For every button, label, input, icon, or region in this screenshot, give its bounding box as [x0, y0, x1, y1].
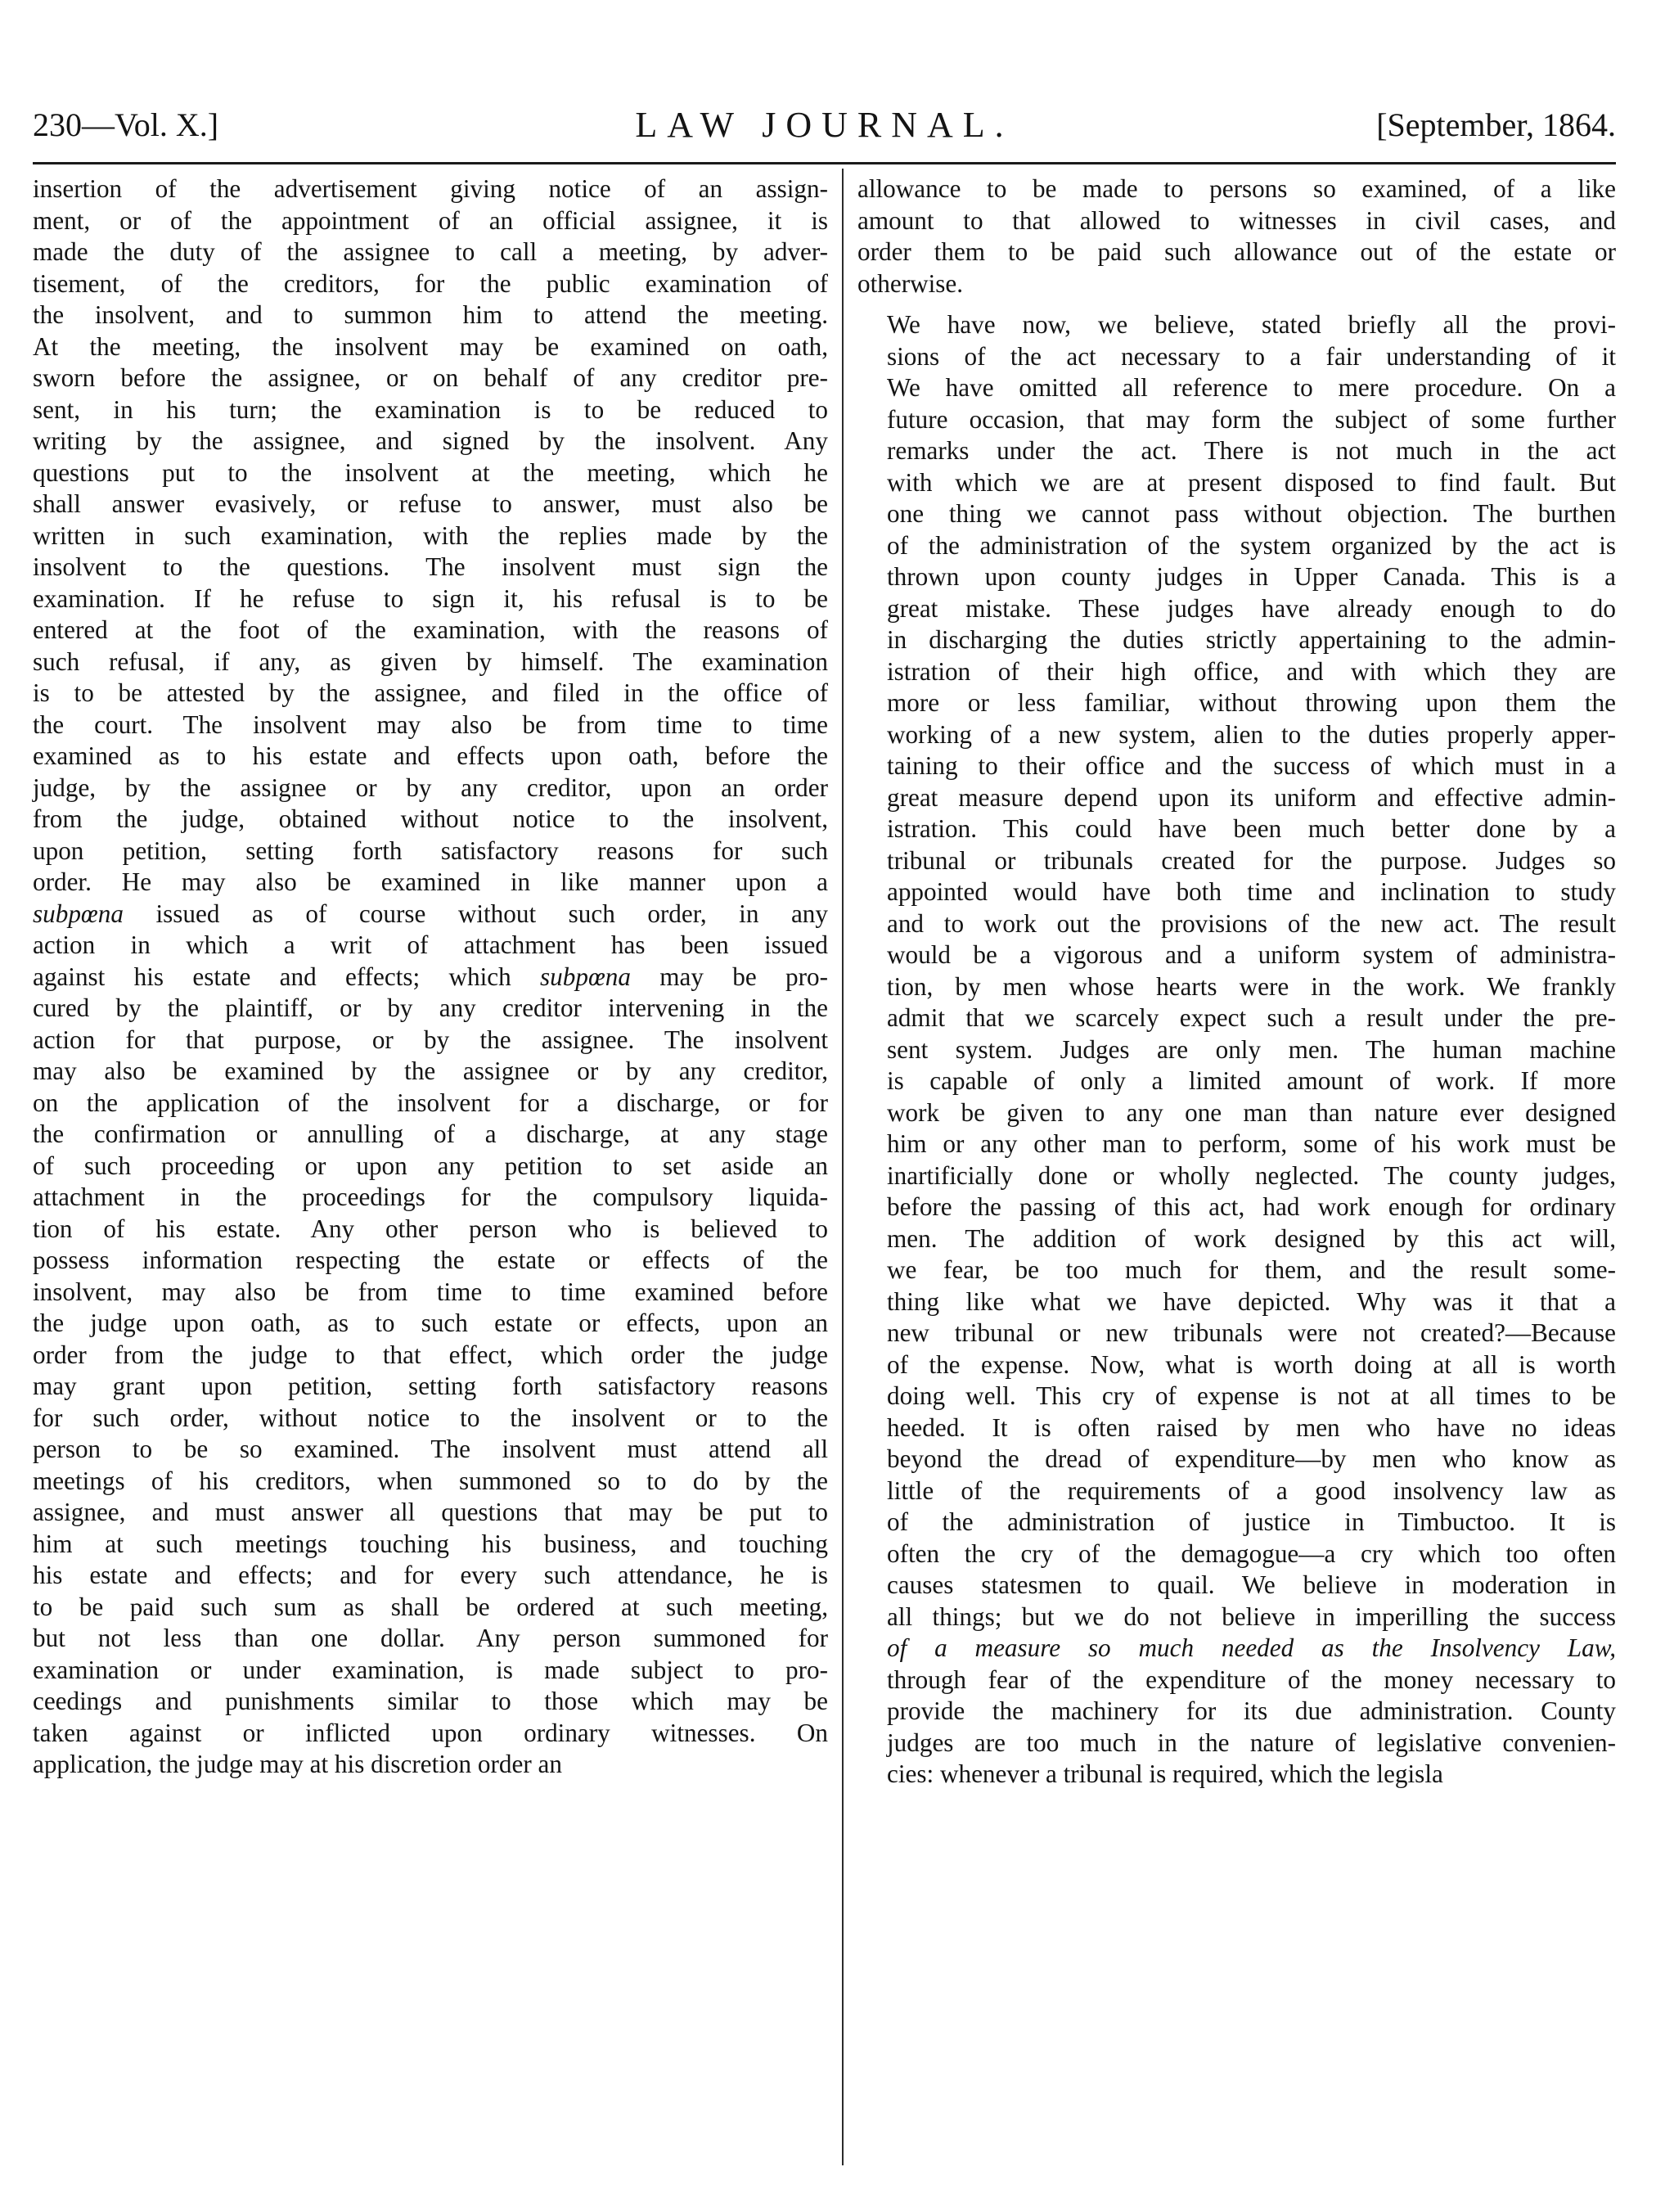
- text-line: taken against or inflicted upon ordinary witnesses. On: [33, 1718, 828, 1747]
- text-line: would be a vigorous and a uniform system of administra-: [887, 940, 1616, 969]
- text-line: examination or under examination, is made subject to pro-: [33, 1655, 828, 1684]
- text-line: order. He may also be examined in like manner upon a: [33, 867, 828, 896]
- text-line: against his estate and effects; which subpœna may be pro-: [33, 962, 828, 991]
- text-line: meetings of his creditors, when summoned so to do by the: [33, 1466, 828, 1495]
- text-line: allowance to be made to persons so examined, of a like: [857, 174, 1616, 203]
- text-line: upon petition, setting forth satisfactory reasons for such: [33, 836, 828, 865]
- text-line: thing like what we have depicted. Why was it that a: [887, 1286, 1616, 1316]
- text-line: doing well. This cry of expense is not at all times to be: [887, 1381, 1616, 1410]
- text-line: sent system. Judges are only men. The human machine: [887, 1034, 1616, 1064]
- text-line: order from the judge to that effect, which order the judge: [33, 1340, 828, 1369]
- left-column-paragraph: [33, 173, 828, 1781]
- text-line: We have now, we believe, stated briefly all the provi-: [887, 310, 1616, 339]
- text-line: the confirmation or annulling of a discharge, at any stage: [33, 1120, 828, 1148]
- text-line: attachment in the proceedings for the compulsory liquida-: [33, 1183, 828, 1211]
- text-line: sions of the act necessary to a fair understanding of it: [887, 341, 1616, 371]
- text-line: the judge upon oath, as to such estate or effects, upon an: [33, 1309, 828, 1337]
- text-line: remarks under the act. There is not much in the act: [887, 436, 1616, 465]
- text-line: provide the machinery for its due administration. County: [887, 1696, 1616, 1725]
- text-line: is capable of only a limited amount of work. If more: [887, 1066, 1616, 1095]
- text-line: to be paid such sum as shall be ordered at such meeting,: [33, 1592, 828, 1621]
- text-line: assignee, and must answer all questions that may be put to: [33, 1498, 828, 1526]
- text-line: in discharging the duties strictly appertaining to the admin-: [887, 625, 1616, 654]
- text-line: working of a new system, alien to the duties properly apper-: [887, 719, 1616, 749]
- text-line: judge, by the assignee or by any creditor, upon an order: [33, 773, 828, 802]
- text-line: written in such examination, with the replies made by the: [33, 520, 828, 550]
- page-header: [33, 105, 1616, 146]
- text-line: writing by the assignee, and signed by the insolvent. Any: [33, 426, 828, 455]
- text-line: istration of their high office, and with which they are: [887, 656, 1616, 686]
- text-line: more or less familiar, without throwing upon them the: [887, 688, 1616, 717]
- text-line: and to work out the provisions of the new act. The result: [887, 908, 1616, 938]
- text-line: is to be attested by the assignee, and filed in the office of: [33, 678, 828, 707]
- text-line: tisement, of the creditors, for the public examination of: [33, 268, 828, 298]
- issue-date: [September, 1864.: [1376, 106, 1616, 143]
- text-line: subpœna issued as of course without such order, in any: [33, 899, 828, 928]
- text-line: the insolvent, and to summon him to attend the meeting.: [33, 300, 828, 329]
- right-column: [857, 173, 1616, 1791]
- text-line: of the expense. Now, what is worth doing at all is worth: [887, 1349, 1616, 1379]
- text-line: ceedings and punishments similar to those which may be: [33, 1687, 828, 1715]
- header-rule: [33, 162, 1616, 164]
- text-line: amount to that allowed to witnesses in civil cases, and: [857, 205, 1616, 235]
- text-line: before the passing of this act, had work enough for ordinary: [887, 1192, 1616, 1221]
- text-line: we fear, be too much for them, and the result some-: [887, 1255, 1616, 1284]
- text-line: often the cry of the demagogue—a cry which too often: [887, 1538, 1616, 1568]
- text-line: of a measure so much needed as the Insolvency Law,: [887, 1633, 1616, 1662]
- text-line: him or any other man to perform, some of his work must be: [887, 1129, 1616, 1158]
- text-line: little of the requirements of a good insolvency law as: [887, 1475, 1616, 1505]
- text-line: entered at the foot of the examination, with the reasons of: [33, 615, 828, 644]
- text-line: such refusal, if any, as given by himself. The examination: [33, 646, 828, 676]
- text-line: action in which a writ of attachment has been issued: [33, 930, 828, 959]
- text-line: on the application of the insolvent for a discharge, or for: [33, 1088, 828, 1117]
- text-line: the court. The insolvent may also be from time to time: [33, 710, 828, 739]
- text-line: ment, or of the appointment of an official assignee, it is: [33, 205, 828, 235]
- text-line: istration. This could have been much better done by a: [887, 814, 1616, 843]
- text-line: We have omitted all reference to mere procedure. On a: [887, 373, 1616, 402]
- right-column-paragraph-2: [857, 309, 1616, 1791]
- text-line: insertion of the advertisement giving notice of an assign-: [33, 174, 828, 203]
- text-line: one thing we cannot pass without objection. The burthen: [887, 499, 1616, 528]
- text-line: tion, by men whose hearts were in the work. We frankly: [887, 971, 1616, 1001]
- text-line: tribunal or tribunals created for the purpose. Judges so: [887, 845, 1616, 875]
- text-line: examination. If he refuse to sign it, his refusal is to be: [33, 583, 828, 613]
- text-line: action for that purpose, or by the assignee. The insolvent: [33, 1025, 828, 1054]
- text-line: sent, in his turn; the examination is to be reduced to: [33, 394, 828, 424]
- text-line: of the administration of justice in Timbuctoo. It is: [887, 1507, 1616, 1536]
- text-line: tion of his estate. Any other person who is believed to: [33, 1214, 828, 1243]
- text-line: causes statesmen to quail. We believe in moderation in: [887, 1570, 1616, 1599]
- text-line: from the judge, obtained without notice to the insolvent,: [33, 804, 828, 833]
- text-line: inartificially done or wholly neglected. The county judges,: [887, 1160, 1616, 1190]
- left-column: [33, 173, 828, 1781]
- text-line: with which we are at present disposed to find fault. But: [887, 467, 1616, 497]
- text-line: may grant upon petition, setting forth satisfactory reasons: [33, 1372, 828, 1400]
- text-line: great measure depend upon its uniform and effective admin-: [887, 782, 1616, 812]
- right-column-paragraph-1: [857, 173, 1616, 300]
- text-line: otherwise.: [857, 268, 964, 298]
- text-line: sworn before the assignee, or on behalf of any creditor pre-: [33, 363, 828, 392]
- text-line: insolvent, may also be from time to time examined before: [33, 1277, 828, 1306]
- text-line: new tribunal or new tribunals were not created?—Because: [887, 1318, 1616, 1347]
- page-volume-number: 230—Vol. X.]: [33, 106, 219, 143]
- text-line: men. The addition of work designed by this act will,: [887, 1223, 1616, 1253]
- text-line: of such proceeding or upon any petition to set aside an: [33, 1151, 828, 1180]
- text-line: his estate and effects; and for every such attendance, he is: [33, 1561, 828, 1589]
- text-line: future occasion, that may form the subject of some further: [887, 404, 1616, 434]
- text-line: possess information respecting the estate or effects of the: [33, 1246, 828, 1274]
- text-line: cured by the plaintiff, or by any creditor intervening in the: [33, 993, 828, 1022]
- text-line: but not less than one dollar. Any person summoned for: [33, 1624, 828, 1652]
- text-line: for such order, without notice to the insolvent or to the: [33, 1403, 828, 1432]
- text-line: admit that we scarcely expect such a result under the pre-: [887, 1003, 1616, 1032]
- text-line: work be given to any one man than nature ever designed: [887, 1097, 1616, 1127]
- text-line: thrown upon county judges in Upper Canada. This is a: [887, 562, 1616, 591]
- text-line: order them to be paid such allowance out of the estate or: [857, 237, 1616, 266]
- text-line: made the duty of the assignee to call a meeting, by adver-: [33, 237, 828, 266]
- text-line: heeded. It is often raised by men who have no ideas: [887, 1412, 1616, 1442]
- text-line: insolvent to the questions. The insolvent must sign the: [33, 552, 828, 581]
- text-line: examined as to his estate and effects upon oath, before the: [33, 741, 828, 770]
- text-line: him at such meetings touching his business, and touching: [33, 1529, 828, 1558]
- text-line: At the meeting, the insolvent may be examined on oath,: [33, 331, 828, 361]
- column-divider: [842, 169, 844, 2165]
- text-line: questions put to the insolvent at the meeting, which he: [33, 457, 828, 487]
- text-line: cies: whenever a tribunal is required, which the legisla: [887, 1759, 1443, 1788]
- text-line: of the administration of the system organized by the act is: [887, 530, 1616, 560]
- text-line: appointed would have both time and inclination to study: [887, 877, 1616, 906]
- text-line: beyond the dread of expenditure—by men who know as: [887, 1444, 1616, 1473]
- text-line: application, the judge may at his discretion order an: [33, 1750, 562, 1778]
- text-line: judges are too much in the nature of legislative convenien-: [887, 1728, 1616, 1757]
- text-line: through fear of the expenditure of the money necessary to: [887, 1665, 1616, 1694]
- text-line: taining to their office and the success of which must in a: [887, 751, 1616, 780]
- text-line: all things; but we do not believe in imperilling the success: [887, 1602, 1616, 1631]
- text-line: shall answer evasively, or refuse to answer, must also be: [33, 489, 828, 518]
- journal-title: LAW JOURNAL.: [635, 105, 1014, 145]
- text-line: person to be so examined. The insolvent must attend all: [33, 1435, 828, 1463]
- text-line: may also be examined by the assignee or by any creditor,: [33, 1056, 828, 1085]
- text-line: great mistake. These judges have already enough to do: [887, 593, 1616, 623]
